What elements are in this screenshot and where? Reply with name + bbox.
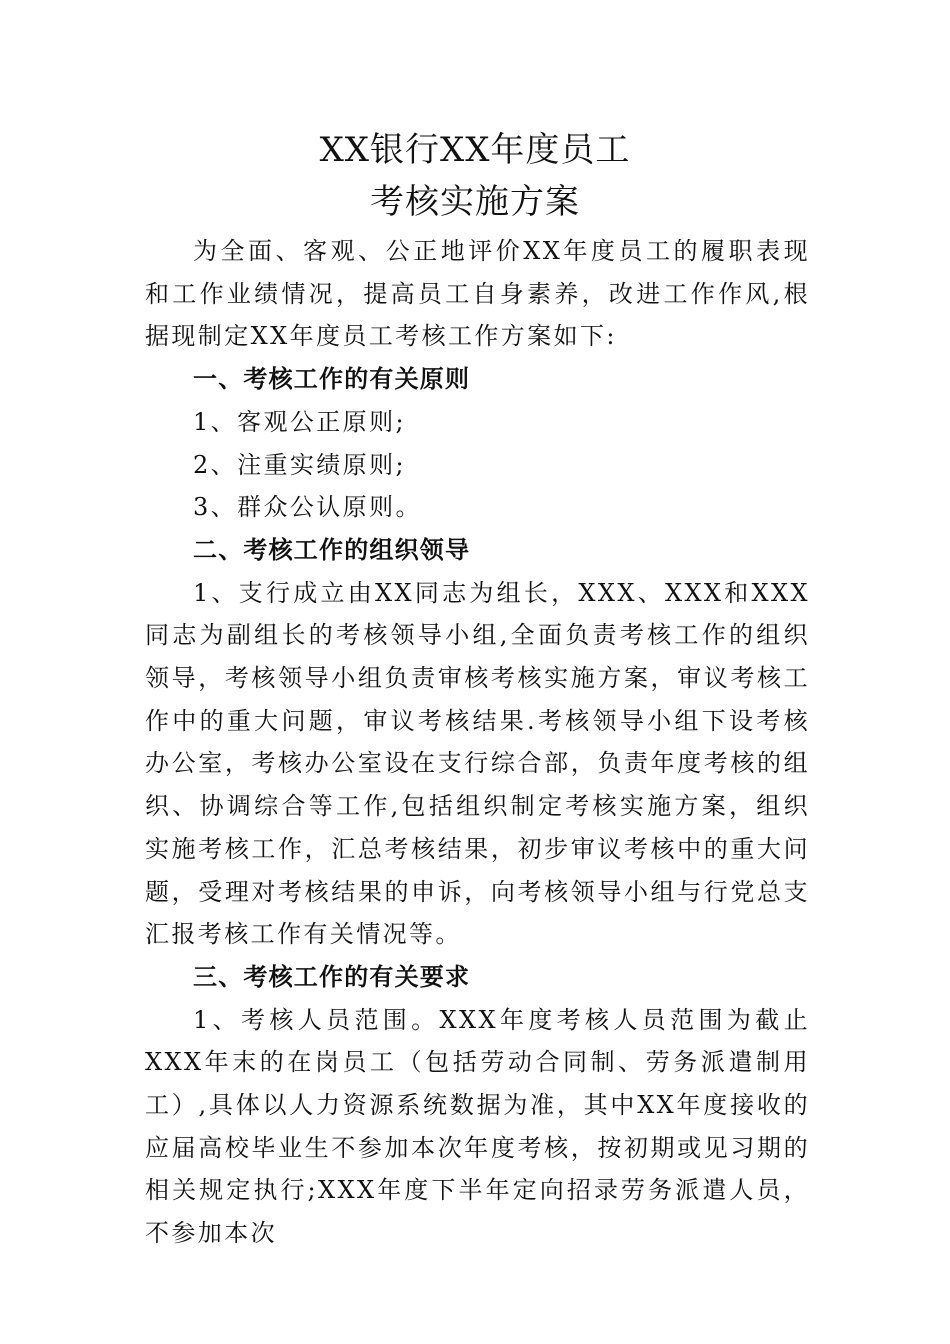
document-body [145,230,810,1255]
document-title-line-2: 考核实施方案 [370,182,580,222]
principle-item: 2、注重实绩原则; [193,450,406,479]
leadership-paragraph: 1、支行成立由XX同志为组长，XXX、XXX和XXX同志为副组长的考核领导小组,全面负责考核工作的组织领导，考核领导小组负责审核考核实施方案，审议考核工作中的重大问题，审议考核结果.考核领导小组下设考核办公室，考核办公室设在支行综合部，负责年度考核的组织、协调综合等工作,包括组织制定考核实施方案，组织实施考核工作，汇总考核结果，初步审议考核中的重大问题，受理对考核结果的申诉，向考核领导小组与行党总支汇报考核工作有关情况等。 [145,578,810,949]
section-heading-leadership: 二、考核工作的组织领导 [193,535,471,564]
section-heading-principles: 一、考核工作的有关原则 [193,365,471,394]
principle-item: 3、群众公认原则。 [193,493,422,522]
document-title-line-1: XX银行XX年度员工 [319,130,631,170]
requirements-paragraph: 1、考核人员范围。XXX年度考核人员范围为截止XXX年末的在岗员工（包括劳动合同制、劳务派遣制用工）,具体以人力资源系统数据为准，其中XX年度接收的应届高校毕业生不参加本次年度考核，按初期或见习期的相关规定执行;XXX年度下半年定向招录劳务派遣人员，不参加本次 [145,1005,810,1248]
section-heading-requirements: 三、考核工作的有关要求 [193,962,471,991]
principle-item: 1、客观公正原则; [193,407,406,436]
intro-paragraph: 为全面、客观、公正地评价XX年度员工的履职表现和工作业绩情况，提高员工自身素养，改进工作作风,根据现制定XX年度员工考核工作方案如下: [145,237,810,351]
